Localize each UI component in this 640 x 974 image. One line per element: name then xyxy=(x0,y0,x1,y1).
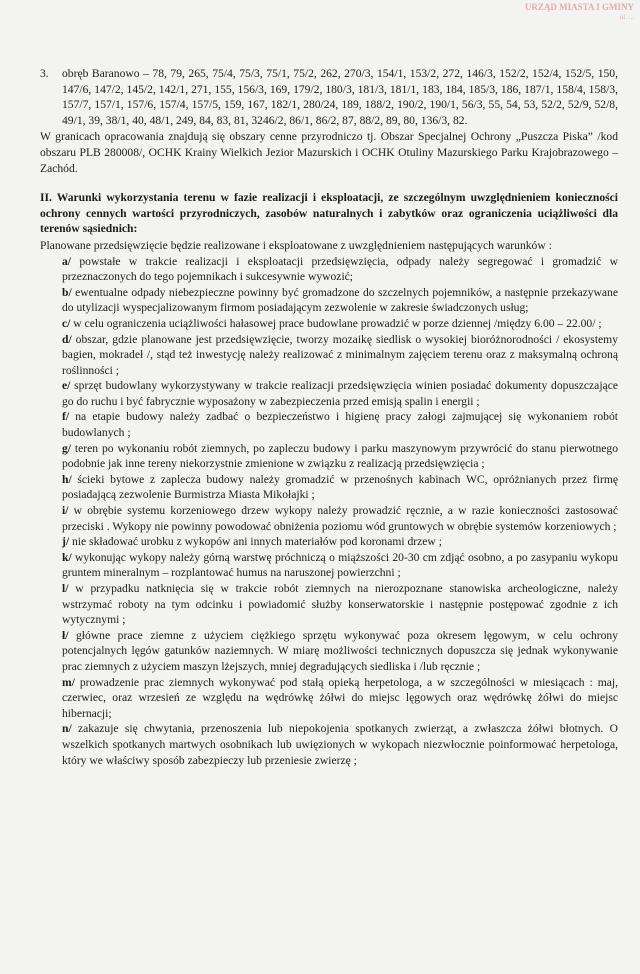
condition-item xyxy=(40,675,618,722)
condition-item xyxy=(40,628,618,675)
condition-item xyxy=(40,581,618,628)
condition-letter: k/ xyxy=(62,550,72,564)
condition-item xyxy=(40,550,618,581)
condition-text: na etapie budowy należy zadbać o bezpieczeństwo i higienę pracy załogi zajmującej się wykonaniem robót budowlanych ; xyxy=(62,410,618,440)
condition-text: w celu ograniczenia uciążliwości hałasowej prace budowlane prowadzić w porze dziennej /między 6.00 – 22.00/ ; xyxy=(70,316,602,330)
condition-letter: b/ xyxy=(62,285,72,299)
condition-text: teren po wykonaniu robót ziemnych, po zapleczu budowy i parku maszynowym przywrócić do stanu pierwotnego podobnie jak inne tereny niekorzystnie zmienione w związku z realizacją przedsięwzięcia ; xyxy=(62,441,618,471)
condition-text: zakazuje się chwytania, przenoszenia lub niepokojenia spotkanych zwierząt, a zwłaszcza żółwi błotnych. O wszelkich spotkanych martwych osobnikach lub uwięzionych w wykopach niezwłocznie poinformować herpetologa, który we właściwy sposób zabezpieczy lub przeniesie zwierzę ; xyxy=(62,722,618,767)
condition-letter: n/ xyxy=(62,722,72,736)
condition-text: sprzęt budowlany wykorzystywany w trakcie realizacji przedsięwzięcia winien posiadać dokumenty dopuszczające go do ruchu i być fabrycznie wyposażony w zabezpieczenia przed emisją spalin i energii ; xyxy=(62,379,618,408)
condition-text: w obrębie systemu korzeniowego drzew wykopy należy prowadzić ręcznie, a w razie konieczności zastosować przeciski . Wykopy nie powinny powodować obniżenia poziomu wód gruntowych w obrębie systemów korzeniowych ; xyxy=(62,504,618,533)
header-bleed-through xyxy=(434,2,634,22)
item-text: obręb Baranowo – 78, 79, 265, 75/4, 75/3, 75/1, 75/2, 262, 270/3, 154/1, 153/2, 272, 146/3, 152/2, 152/4, 152/5, 150, 147/6, 147/2, 145/2, 142/1, 271, 155, 156/3, 169, 179/2, 180/3, 181/3, 181/1, 183, 184, 185/3, 186, 187/1, 158/4, 158/3, 157/7, 157/1, 157/6, 157/4, 157/5, 159, 167, 182/1, 280/24, 189, 188/2, 190/2, 190/1, 56/3, 55, 54, 53, 52/2, 52/9, 52/8, 49/1, 39, 38/1, 40, 48/1, 249, 84, 83, 81, 3246/2, 86/1, 86/2, 87, 88/2, 89, 80, 136/3, 82. xyxy=(62,67,618,127)
condition-text: ścieki bytowe z zaplecza budowy należy gromadzić w przenośnych kabinach WC, opróżnianych przez firmę posiadającą zezwolenie Burmistrza Miasta Mikołajki ; xyxy=(62,472,618,502)
condition-text: w przypadku natknięcia się w trakcie robót ziemnych na nierozpoznane stanowiska archeologiczne, należy wstrzymać roboty na tym odcinku i powiadomić służby konserwatorskie i następnie postępować zgodnie z ich wytycznymi ; xyxy=(62,582,618,627)
condition-text: obszar, gdzie planowane jest przedsięwzięcie, tworzy mozaikę siedlisk o wysokiej bioróżnorodności / ekosystemy bagien, mokradeł /, stąd też inwestycję należy realizować z minimalnym zajęciem terenu oraz z maksymalną ochroną roślinności ; xyxy=(62,332,618,377)
condition-item xyxy=(40,472,618,503)
condition-item xyxy=(40,721,618,768)
condition-letter: a/ xyxy=(62,254,72,268)
condition-item xyxy=(40,254,618,285)
condition-text: ewentualne odpady niebezpieczne powinny być gromadzone do szczelnych pojemników, a następnie przekazywane do utylizacji wyspecjalizowanym firmom posiadającym zezwolenie w zakresie świadczonych usług; xyxy=(62,285,618,315)
condition-item xyxy=(40,332,618,379)
section-title: II. Warunki wykorzystania terenu w fazie realizacji i eksploatacji, ze szczególnym uwzględnieniem konieczności ochrony cennych wartości przyrodniczych, zasobów naturalnych i zabytków oraz ograniczenia uciążliwości dla terenów sąsiednich: xyxy=(40,191,618,236)
condition-text: wykonując wykopy należy górną warstwę próchniczą o miąższości 20-30 cm zdjąć osobno, a po zasypaniu wykopu gruntem mineralnym – rozplantować humus na naruszonej powierzchni ; xyxy=(62,550,618,580)
condition-letter: ł/ xyxy=(62,628,69,642)
conditions-list xyxy=(40,254,618,769)
condition-letter: h/ xyxy=(62,472,72,486)
condition-letter: i/ xyxy=(62,504,69,518)
parcel-list-item-3 xyxy=(40,66,618,128)
condition-text: prowadzenie prac ziemnych wykonywać pod stałą opieką herpetologa, a w szczególności w miesiącach : maj, czerwiec, oraz wrzesień ze względu na wędrówkę żółwi do miejsc lęgowych oraz wędrówkę żółwi do miejsc hibernacji; xyxy=(62,675,618,720)
condition-letter: m/ xyxy=(62,675,75,689)
condition-letter: g/ xyxy=(62,441,72,455)
condition-text: nie składować urobku z wykopów ani innych materiałów pod koronami drzew ; xyxy=(69,535,442,549)
bleed-line-1: URZĄD MIASTA I GMINY xyxy=(524,2,634,12)
condition-item xyxy=(40,534,618,550)
condition-item xyxy=(40,378,618,409)
condition-text: powstałe w trakcie realizacji i eksploatacji przedsięwzięcia, odpady należy segregować i gromadzić w przeznaczonych do tego pojemnikach i sukcesywnie wywozić; xyxy=(62,254,618,284)
section-lead: Planowane przedsięwzięcie będzie realizowane i eksploatowane z uwzględnieniem następujących warunków : xyxy=(40,238,552,252)
bleed-line-2: ul. ... xyxy=(619,13,634,21)
condition-letter: j/ xyxy=(62,535,70,549)
item-number: 3. xyxy=(40,67,49,80)
protected-areas-paragraph: W granicach opracowania znajdują się obszary cenne przyrodniczo tj. Obszar Specjalnej Ochrony „Puszcza Piska” /kod obszaru PLB 280008/, OCHK Krainy Wielkich Jezior Mazurskich i OCHK Otuliny Mazurskiego Parku Krajobrazowego – Zachód. xyxy=(40,130,618,175)
condition-letter: c/ xyxy=(62,316,71,330)
condition-letter: f/ xyxy=(62,410,70,424)
condition-letter: l/ xyxy=(62,582,69,595)
condition-item xyxy=(40,285,618,316)
condition-item xyxy=(40,409,618,440)
condition-item xyxy=(40,441,618,472)
condition-item xyxy=(40,316,618,332)
condition-letter: e/ xyxy=(62,379,71,393)
condition-letter: d/ xyxy=(62,332,72,346)
condition-text: główne prace ziemne z użyciem ciężkiego sprzętu wykonywać poza okresem lęgowym, w celu ochrony potencjalnych lęgów gatunków naziemnych. W miarę możliwości technicznych dopuszcza się jednak wykonywanie prac ziemnych z użyciem maszyn lżejszych, mniej degradujących siedliska i /lub ręcznie ; xyxy=(62,628,618,673)
condition-item xyxy=(40,503,618,534)
